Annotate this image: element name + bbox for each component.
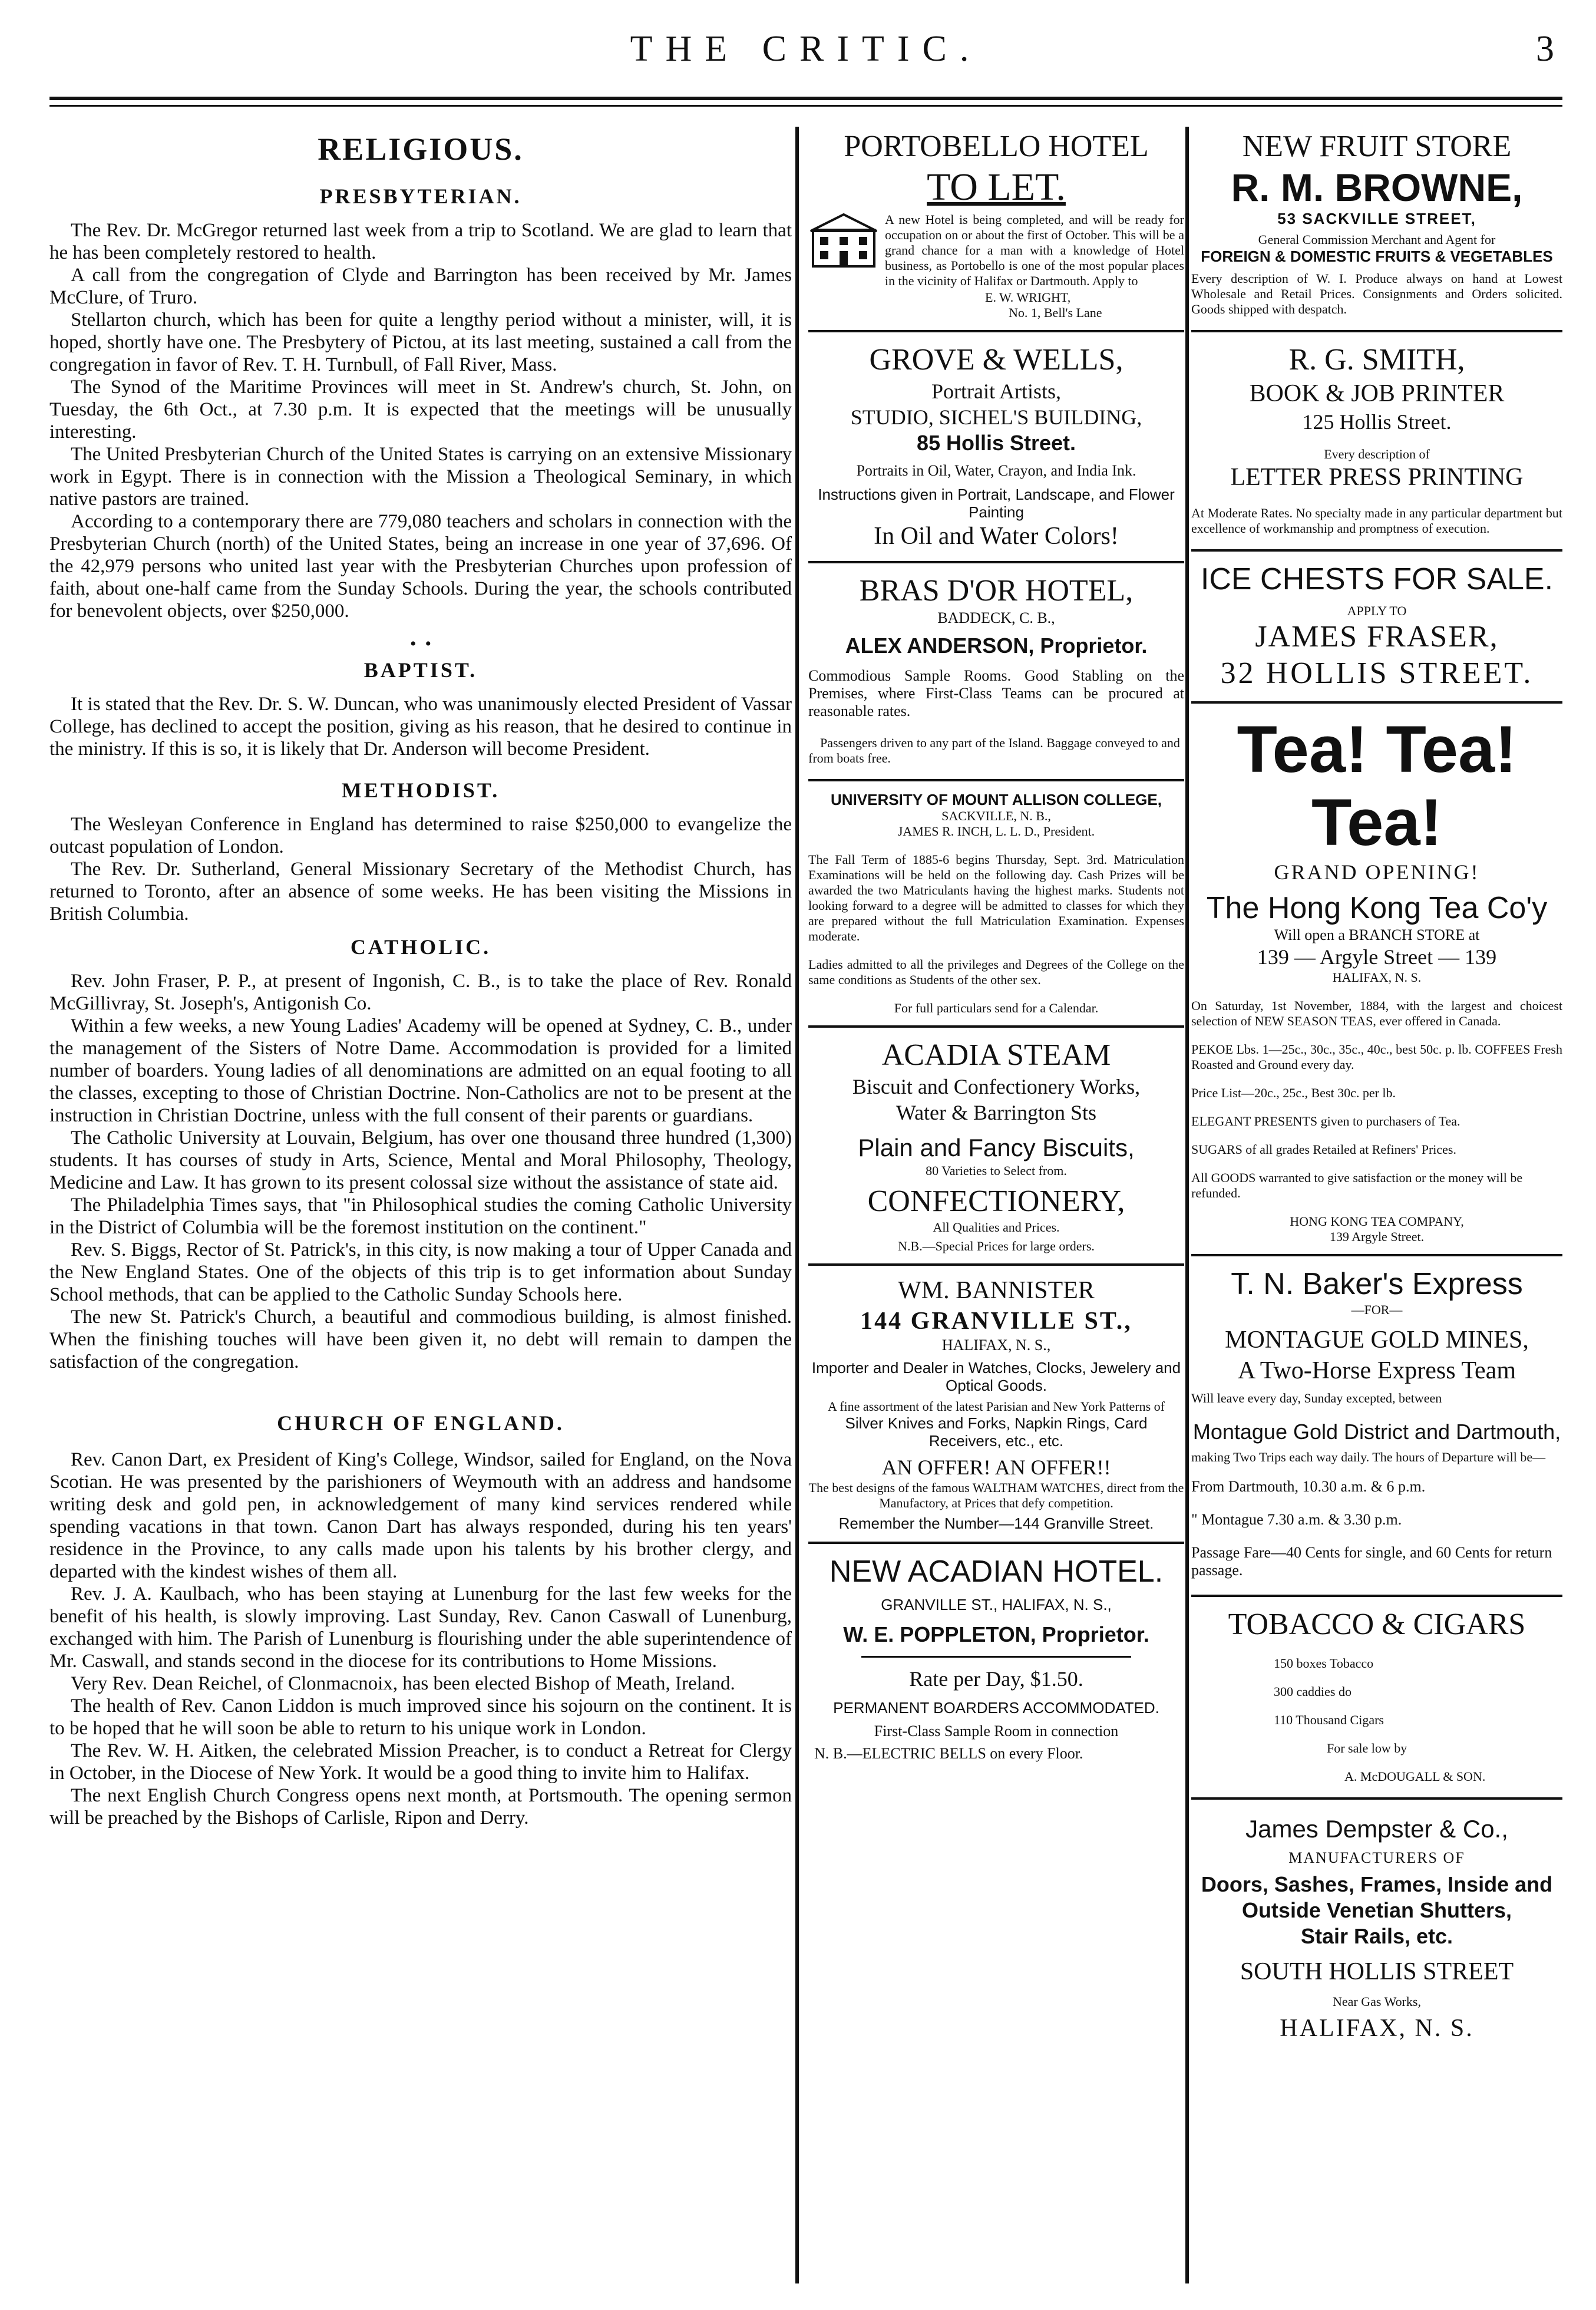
religious-heading: RELIGIOUS. (318, 131, 524, 167)
mount-allison-place: SACKVILLE, N. B., (941, 808, 1051, 823)
tea-banner: Tea! Tea! Tea! (1237, 712, 1517, 859)
acadia-line: 80 Varieties to Select from. (926, 1163, 1067, 1178)
grove-wells-line: STUDIO, SICHEL'S BUILDING, (850, 405, 1142, 429)
baker-times: From Dartmouth, 10.30 a.m. & 6 p.m. (1191, 1478, 1426, 1495)
presbyterian-section (49, 219, 792, 622)
ice-chests-title: ICE CHESTS FOR SALE. (1200, 562, 1554, 596)
tobacco-seller: A. McDOUGALL & SON. (1344, 1769, 1486, 1784)
paragraph: The next English Church Congress opens next month, at Portsmouth. The opening sermon will be preached by the Bishops of Carlisle, Ripon and Derry. (49, 1785, 792, 1829)
acadia-line: Biscuit and Confectionery Works, (852, 1075, 1141, 1098)
tea-line: Will open a BRANCH STORE at (1274, 926, 1480, 943)
new-acadian-proprietor: W. E. POPPLETON, Proprietor. (843, 1622, 1149, 1646)
grove-wells-line: Portrait Artists, (931, 380, 1061, 403)
ice-chests-ad (1191, 561, 1562, 692)
bannister-line: Importer and Dealer in Watches, Clocks, Jewelery and Optical Goods. (811, 1359, 1181, 1394)
acadia-line: N.B.—Special Prices for large orders. (898, 1239, 1095, 1253)
hotel-building-icon (808, 212, 879, 269)
bannister-address: 144 GRANVILLE ST., (860, 1308, 1132, 1335)
acadia-line: CONFECTIONERY, (867, 1184, 1125, 1218)
new-acadian-address: GRANVILLE ST., HALIFAX, N. S., (881, 1596, 1112, 1613)
new-acadian-ad (808, 1553, 1184, 1763)
baker-line: Montague Gold District and Dartmouth, (1192, 1420, 1561, 1444)
methodist-heading: METHODIST. (341, 778, 500, 802)
dempster-near: Near Gas Works, (1333, 1994, 1421, 2009)
dempster-line: Doors, Sashes, Frames, Inside and (1201, 1872, 1553, 1896)
paragraph: A call from the congregation of Clyde and Barrington has been received by Mr. James McClure, of Truro. (49, 265, 792, 308)
grove-wells-line: In Oil and Water Colors! (874, 523, 1119, 550)
portobello-contact: E. W. WRIGHT, (985, 290, 1071, 305)
bannister-offer: AN OFFER! AN OFFER!! (881, 1456, 1111, 1479)
tea-body: On Saturday, 1st November, 1884, with the largest and choicest selection of NEW SEASON TEAS, ever offered in Canada. (1191, 998, 1562, 1028)
masthead (49, 5, 1562, 93)
fruit-store-title: NEW FRUIT STORE (1242, 130, 1512, 163)
baker-team: A Two-Horse Express Team (1238, 1357, 1516, 1384)
tea-opening: GRAND OPENING! (1274, 860, 1480, 884)
catholic-heading: CATHOLIC. (350, 935, 491, 959)
new-acadian-rate: Rate per Day, $1.50. (909, 1667, 1083, 1691)
ice-chests-address: 32 HOLLIS STREET. (1220, 656, 1534, 690)
advertisements-column-2 (808, 128, 1184, 1778)
bras-dor-title: BRAS D'OR HOTEL, (859, 574, 1134, 608)
new-acadian-title: NEW ACADIAN HOTEL. (829, 1555, 1164, 1589)
dempster-line: Outside Venetian Shutters, (1241, 1898, 1512, 1922)
tobacco-title: TOBACCO & CIGARS (1228, 1608, 1526, 1641)
bannister-remember: Remember the Number—144 Granville Street. (838, 1514, 1154, 1532)
smith-line: 125 Hollis Street. (1302, 410, 1452, 434)
paragraph: It is stated that the Rev. Dr. S. W. Duncan, who was unanimously elected President of Vassar College, has declined to accept the position, giving as his reason, that he desired to continue in the ministry. If this is so, it is likely that Dr. Anderson will become President. (49, 694, 792, 760)
paragraph: The Rev. Dr. Sutherland, General Missionary Secretary of the Methodist Church, has returned to Toronto, after an absence of some weeks. He has been visiting the Missions in British Columbia. (49, 859, 792, 925)
baptist-section (49, 693, 792, 760)
tobacco-line: 300 caddies do (1274, 1684, 1352, 1699)
presbyterian-heading: PRESBYTERIAN. (319, 184, 522, 208)
dempster-line: MANUFACTURERS OF (1288, 1849, 1465, 1866)
dempster-ad (1191, 1814, 1562, 2044)
mount-allison-footer: For full particulars send for a Calendar. (894, 1001, 1099, 1015)
portobello-subtitle: TO LET. (927, 166, 1066, 209)
acadia-line: All Qualities and Prices. (933, 1220, 1060, 1235)
smith-title: R. G. SMITH, (1288, 343, 1465, 377)
baker-fare: Passage Fare—40 Cents for single, and 60 Cents for return passage. (1191, 1544, 1552, 1579)
portobello-ad (808, 128, 1184, 321)
catholic-section (49, 970, 792, 1373)
mount-allison-title: UNIVERSITY OF MOUNT ALLISON COLLEGE, (831, 791, 1162, 808)
paragraph: Rev. S. Biggs, Rector of St. Patrick's, in this city, is now making a tour of Upper Canada and the New England States. One of the objects of this trip is to get information about Sunday School methods, that can be applied to the Catholic Sunday Schools here. (49, 1239, 792, 1305)
bras-dor-proprietor: ALEX ANDERSON, Proprietor. (845, 633, 1148, 658)
acadia-line: Plain and Fancy Biscuits, (858, 1134, 1135, 1161)
smith-line: LETTER PRESS PRINTING (1230, 464, 1524, 491)
ice-chests-apply: APPLY TO (1347, 603, 1407, 618)
tea-presents: ELEGANT PRESENTS given to purchasers of Tea. (1191, 1114, 1460, 1128)
paragraph: Rev. Canon Dart, ex President of King's College, Windsor, sailed for England, on the Nova Scotian. He was presented by the parishioners of Weymouth with an address and handsome writing desk and gold pen, in acknowledgement of many kind services rendered while spending vacations in that town. Canon Dart has always responded, during his ten years' residence in the Province, to any calls made upon his talents by his brother clergy, and departed with the kindest wishes of them all. (49, 1449, 792, 1582)
tea-price-list: Price List—20c., 25c., Best 30c. per lb. (1191, 1085, 1396, 1100)
bras-dor-note: Passengers driven to any part of the Island. Baggage conveyed to and from boats free. (808, 735, 1180, 765)
methodist-section (49, 813, 792, 925)
baker-mines: MONTAGUE GOLD MINES, (1225, 1326, 1529, 1354)
hong-kong-tea-ad (1191, 713, 1562, 1245)
smith-printer-ad (1191, 342, 1562, 536)
tobacco-line: 110 Thousand Cigars (1274, 1712, 1384, 1727)
paragraph: The Wesleyan Conference in England has determined to raise $250,000 to evangelize the outcast population of London. (49, 814, 792, 857)
column-divider-2 (1185, 127, 1189, 2283)
paragraph: The Synod of the Maritime Provinces will meet in St. Andrew's church, St. John, on Tuesday, the 6th Oct., at 7.30 p.m. It is expected that the meetings will be unusually interesting. (49, 377, 792, 443)
grove-wells-title: GROVE & WELLS, (869, 343, 1124, 377)
bannister-city: HALIFAX, N. S., (941, 1336, 1051, 1354)
fruit-store-ad (1191, 128, 1562, 317)
paragraph: The health of Rev. Canon Liddon is much improved since his sojourn on the continent. It is to be hoped that he will soon be able to return to his unique work in London. (49, 1695, 792, 1739)
mount-allison-president: JAMES R. INCH, L. L. D., President. (897, 824, 1095, 839)
mount-allison-note: Ladies admitted to all the privileges and Degrees of the College on the same conditions as Students of the other sex. (808, 957, 1184, 987)
acadia-title: ACADIA STEAM (881, 1038, 1111, 1072)
new-acadian-bells: N. B.—ELECTRIC BELLS on every Floor. (814, 1745, 1083, 1762)
church-of-england-heading: CHURCH OF ENGLAND. (277, 1411, 564, 1435)
paragraph: The Catholic University at Louvain, Belgium, has over one thousand three hundred (1,300) students. It has courses of study in Arts, Science, Mental and Moral Philosophy, Theology, Medicine and Law. It has grown to its present colossal size without the assistance of state aid. (49, 1127, 792, 1193)
page-number: 3 (1536, 29, 1554, 69)
paragraph: Rev. J. A. Kaulbach, who has been staying at Lunenburg for the last few weeks for the benefit of his health, is slowly improving. Last Sunday, Rev. Canon Caswall of Lunenburg, exchanged with him. The Parish of Lunenburg is flourishing under the able superintendence of Mr. Caswall, and stands second in the diocese for its contributions to Home Missions. (49, 1583, 792, 1672)
tea-footer: HONG KONG TEA COMPANY, (1290, 1214, 1464, 1229)
tobacco-line: For sale low by (1327, 1741, 1407, 1755)
baker-line: making Two Trips each way daily. The hours of Departure will be— (1191, 1450, 1546, 1464)
smith-line: Every description of (1324, 447, 1430, 461)
baker-for: —FOR— (1351, 1302, 1403, 1317)
acadia-ad (808, 1037, 1184, 1254)
dempster-title: James Dempster & Co., (1245, 1815, 1508, 1843)
ice-chests-name: JAMES FRASER, (1255, 620, 1499, 654)
tea-city: HALIFAX, N. S. (1332, 970, 1422, 985)
grove-wells-ad (808, 342, 1184, 552)
baker-times: " Montague 7.30 a.m. & 3.30 p.m. (1191, 1511, 1402, 1528)
column-divider-1 (795, 127, 799, 2283)
tea-prices: PEKOE Lbs. 1—25c., 30c., 35c., 40c., best 50c. p. lb. COFFEES Fresh Roasted and Ground every day. (1191, 1042, 1562, 1072)
header-rule-thick (49, 97, 1562, 100)
fruit-store-line: General Commission Merchant and Agent for (1258, 232, 1496, 247)
religious-column (49, 128, 792, 1829)
tobacco-line: 150 boxes Tobacco (1274, 1656, 1374, 1671)
tobacco-ad (1191, 1606, 1562, 1784)
new-acadian-boarders: PERMANENT BOARDERS ACCOMMODATED. (833, 1699, 1159, 1717)
paragraph: The Rev. Dr. McGregor returned last week from a trip to Scotland. We are glad to learn that he has been completely restored to health. (49, 220, 792, 263)
dempster-city: HALIFAX, N. S. (1280, 2015, 1474, 2042)
paragraph: The United Presbyterian Church of the United States is carrying on an extensive Missionary work in Egypt. There is in connection with the Mission a Theological Seminary, in which native pastors are trained. (49, 444, 792, 510)
paragraph: The Philadelphia Times says, that "in Philosophical studies the coming Catholic University in the District of Columbia will be the foremost institution on the continent." (49, 1194, 792, 1238)
paragraph: Very Rev. Dean Reichel, of Clonmacnoix, has been elected Bishop of Meath, Ireland. (71, 1673, 735, 1694)
baker-title: T. N. Baker's Express (1231, 1267, 1523, 1301)
bras-dor-place: BADDECK, C. B., (937, 609, 1055, 626)
portobello-body: A new Hotel is being completed, and will be ready for occupation on or about the first of October. This will be a grand chance for a man with a knowledge of Hotel business, as Portobello is one of the most popular places in the vicinity of Halifax or Dartmouth. Apply to (885, 212, 1184, 288)
tea-company: The Hong Kong Tea Co'y (1206, 891, 1548, 925)
bannister-line: Silver Knives and Forks, Napkin Rings, Card Receivers, etc., etc. (845, 1414, 1148, 1450)
portobello-title: PORTOBELLO HOTEL (844, 130, 1149, 163)
acadia-line: Water & Barrington Sts (896, 1101, 1097, 1124)
portobello-address: No. 1, Bell's Lane (1009, 305, 1102, 320)
fruit-store-line: FOREIGN & DOMESTIC FRUITS & VEGETABLES (1201, 248, 1553, 265)
smith-body: At Moderate Rates. No specialty made in any particular department but excellence of workmanship and promptness of execution. (1191, 506, 1562, 536)
advertisements-column-3 (1191, 128, 1562, 2044)
smith-line: BOOK & JOB PRINTER (1249, 380, 1505, 407)
paragraph: Stellarton church, which has been for quite a lengthy period without a minister, will, it is hoped, shortly have one. The Presbytery of Pictou, at its last meeting, sustained a call from the congregation in favor of Rev. T. H. Turnbull, of Fall River, Mass. (49, 309, 792, 375)
paragraph: Within a few weeks, a new Young Ladies' Academy will be opened at Sydney, C. B., under the management of the Sisters of Notre Dame. Accommodation is provided for a limited number of boarders. Young ladies of all denominations are admitted on an equal footing to all the classes, excepting to those of Christian Doctrine. Non-Catholics are not to be present at the instruction in Christian Doctrine, unless with the full consent of their parents or guardians. (49, 1015, 792, 1126)
fruit-store-name: R. M. BROWNE, (1231, 166, 1523, 209)
baker-express-ad (1191, 1266, 1562, 1579)
bannister-offer-body: The best designs of the famous WALTHAM WATCHES, direct from the Manufactory, at Prices that defy competition. (808, 1480, 1184, 1510)
new-acadian-sample: First-Class Sample Room in connection (874, 1722, 1119, 1740)
baker-line: Will leave every day, Sunday excepted, between (1191, 1391, 1442, 1405)
grove-wells-line: Portraits in Oil, Water, Crayon, and India Ink. (856, 462, 1136, 479)
mount-allison-body: The Fall Term of 1885-6 begins Thursday, Sept. 3rd. Matriculation Examinations will be held on the following day. Cash Prizes will be awarded the two Matriculants having the highest marks. Students not looking forward to a degree will be admitted to classes for which they are prepared without the full Matriculation Examination. Expenses moderate. (808, 852, 1184, 943)
bannister-ad (808, 1275, 1184, 1532)
paragraph: The Rev. W. H. Aitken, the celebrated Mission Preacher, is to conduct a Retreat for Clergy in October, in the Diocese of New York. It would be a good thing to invite him to Halifax. (49, 1740, 792, 1784)
newspaper-title: THE CRITIC. (630, 29, 982, 69)
bras-dor-ad (808, 573, 1184, 766)
baptist-heading: BAPTIST. (364, 658, 478, 682)
grove-wells-line: Instructions given in Portrait, Landscape, and Flower Painting (818, 486, 1175, 521)
tea-guarantee: All GOODS warranted to give satisfaction or the money will be refunded. (1191, 1170, 1523, 1200)
fruit-store-body: Every description of W. I. Produce always on hand at Lowest Wholesale and Retail Prices. Consignments and Orders solicited. Goods shipped with despatch. (1191, 271, 1562, 316)
tea-footer-address: 139 Argyle Street. (1329, 1229, 1425, 1244)
tea-sugars: SUGARS of all grades Retailed at Refiners' Prices. (1191, 1142, 1456, 1157)
mount-allison-ad (808, 791, 1184, 1016)
section-ornament: • • (409, 634, 431, 654)
paragraph: The new St. Patrick's Church, a beautiful and commodious building, is almost finished. When the finishing touches will have been given it, no debt will remain to dampen the satisfaction of the congregation. (49, 1306, 792, 1372)
dempster-line: Stair Rails, etc. (1300, 1924, 1453, 1948)
church-of-england-section (49, 1448, 792, 1829)
paragraph: According to a contemporary there are 779,080 teachers and scholars in connection with the Presbyterian Church (north) of the United States, being an increase in one year of 37,696. Of the 42,979 persons who united last year with the Presbyterian Churches upon profession of faith, about one-half came from the Sunday Schools. During the year, the schools contributed for benevolent objects, over $250,000. (49, 511, 792, 622)
bannister-title: WM. BANNISTER (898, 1277, 1095, 1304)
bannister-line: A fine assortment of the latest Parisian and New York Patterns of (828, 1399, 1165, 1414)
bras-dor-body: Commodious Sample Rooms. Good Stabling on the Premises, where First-Class Teams can be procured at reasonable rates. (808, 667, 1184, 720)
grove-wells-line: 85 Hollis Street. (916, 431, 1076, 455)
tea-address: 139 — Argyle Street — 139 (1257, 945, 1497, 969)
dempster-address: SOUTH HOLLIS STREET (1240, 1958, 1514, 1985)
paragraph: Rev. John Fraser, P. P., at present of Ingonish, C. B., is to take the place of Rev. Ronald McGillivray, St. Joseph's, Antigonish Co. (49, 971, 792, 1014)
header-rule-thin (49, 105, 1562, 107)
fruit-store-address: 53 SACKVILLE STREET, (1277, 210, 1476, 227)
